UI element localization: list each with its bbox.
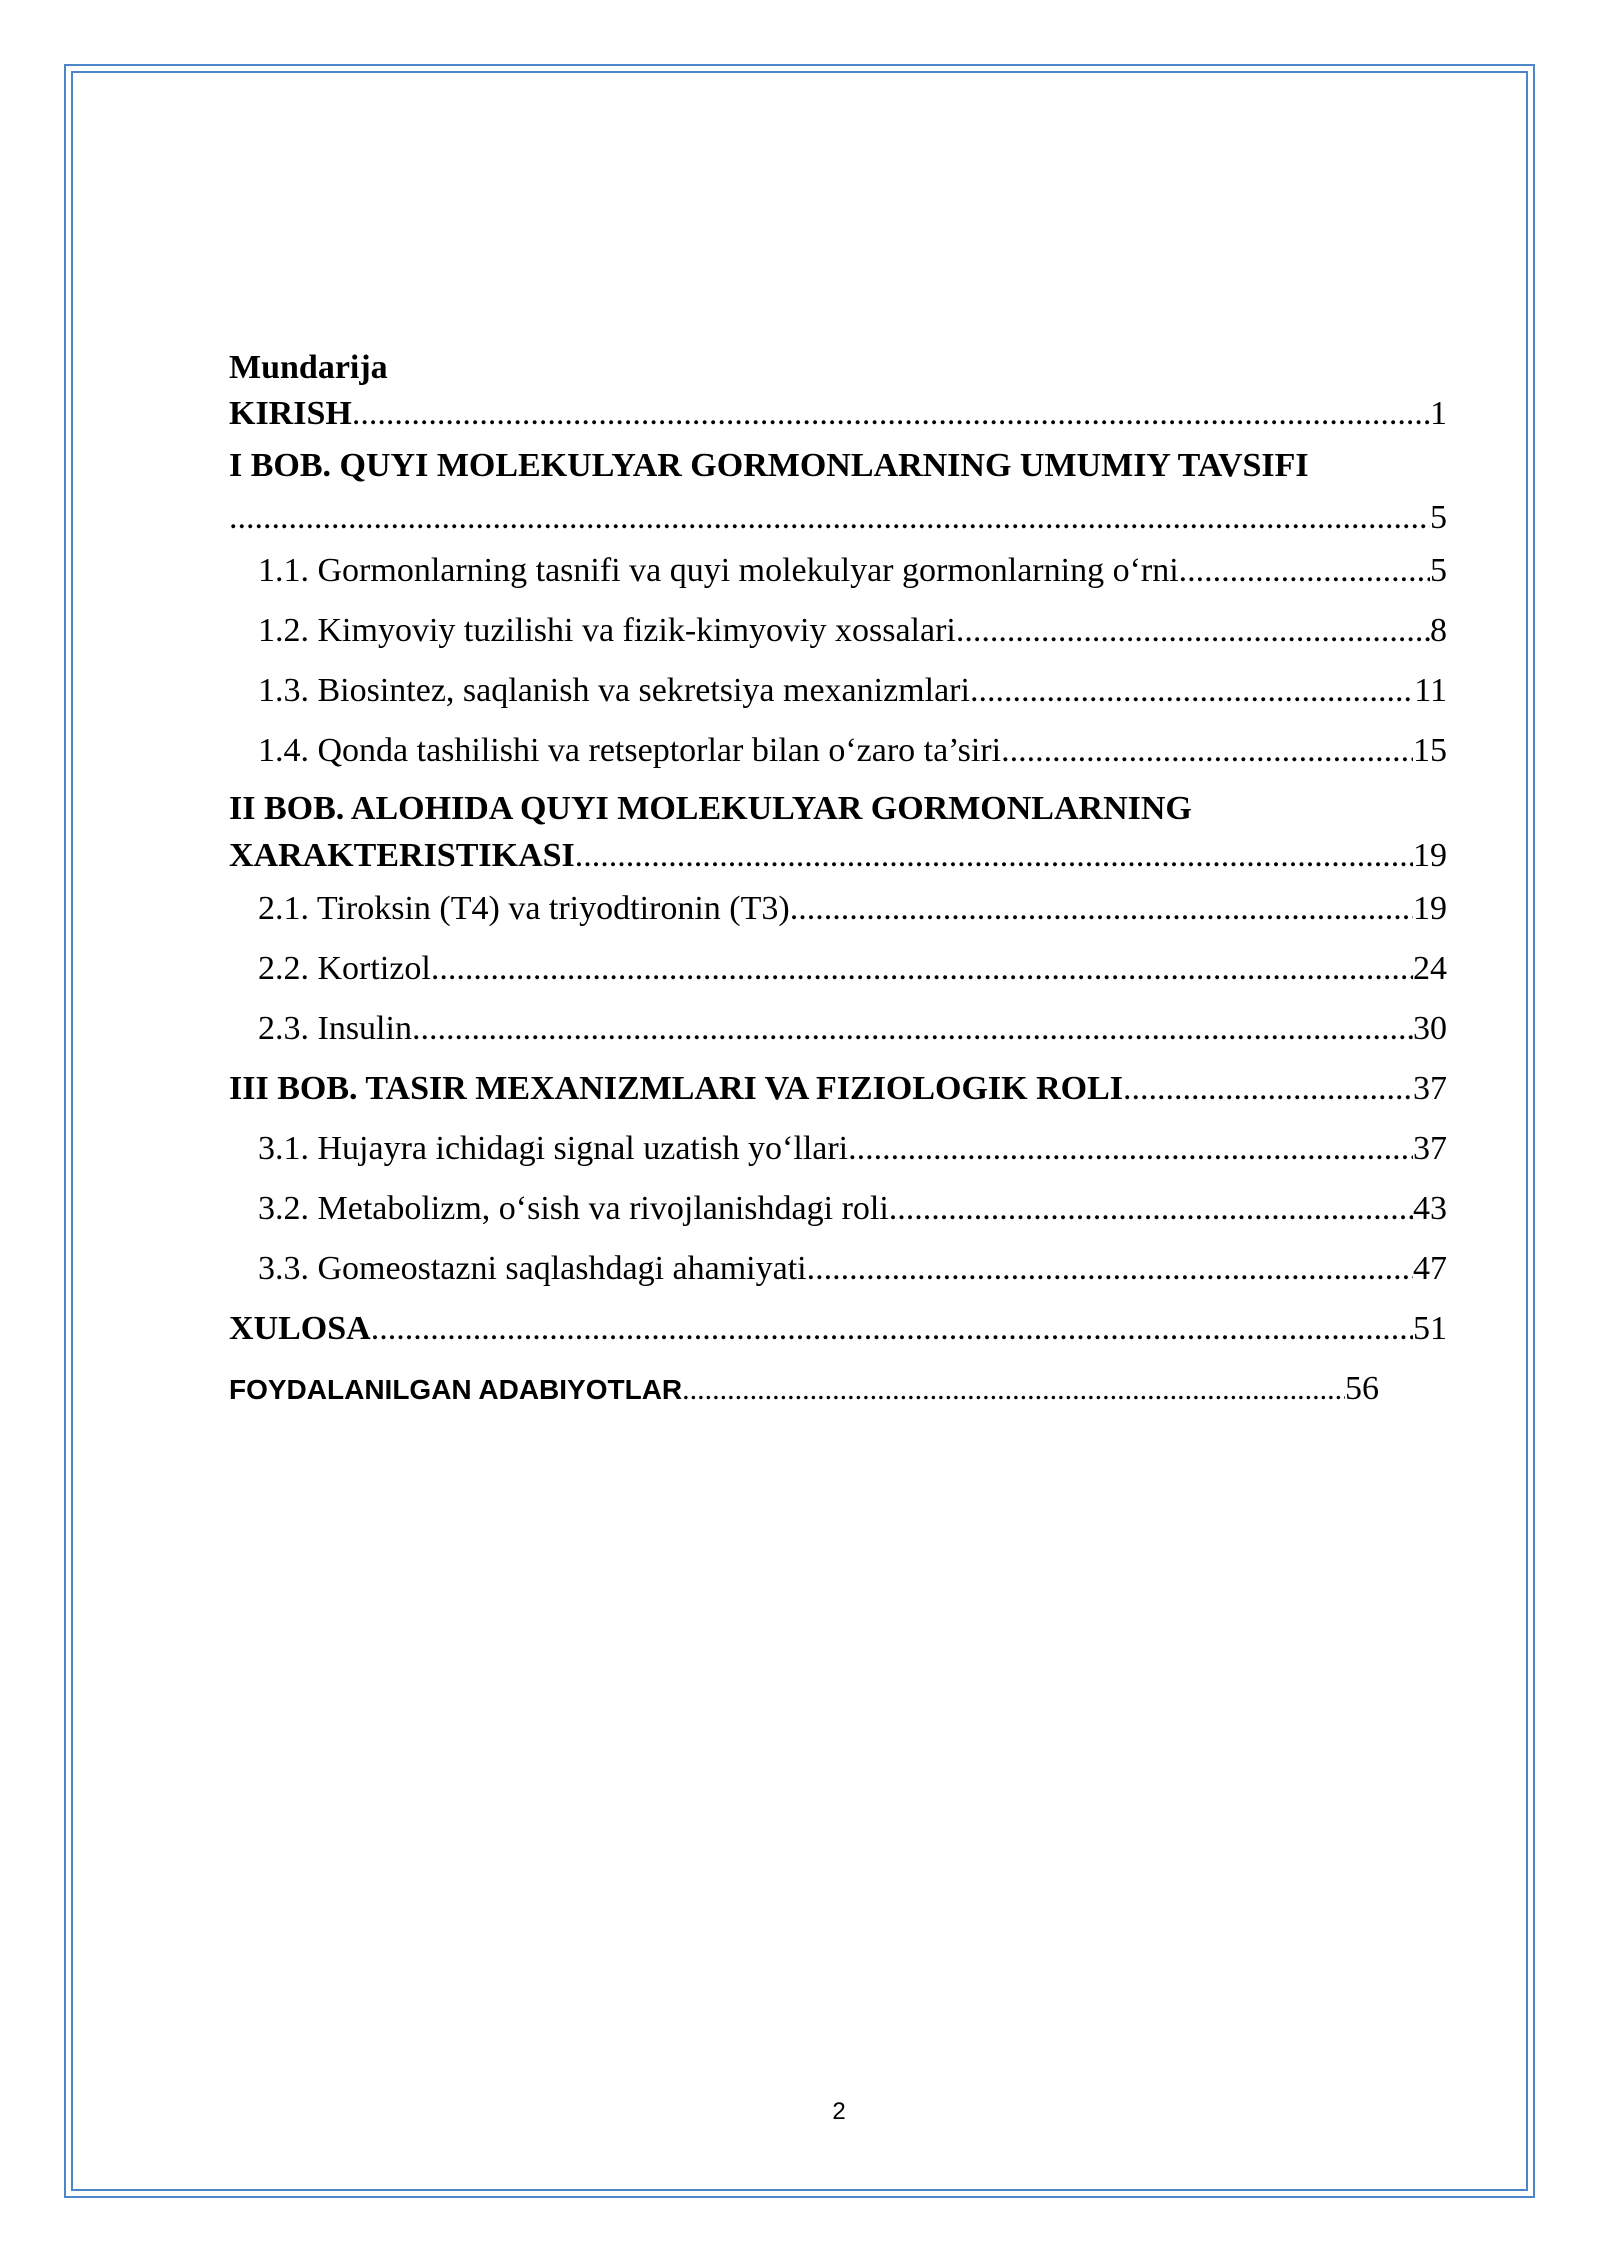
toc-entry-page: 37 — [1413, 1070, 1447, 1107]
toc-entry-kirish[interactable] — [229, 391, 1447, 437]
toc-entry-chapter-1[interactable] — [229, 437, 1447, 495]
dot-leader — [431, 939, 1413, 999]
toc-entry-page: 43 — [1413, 1190, 1447, 1227]
toc-entry-page: 47 — [1413, 1250, 1447, 1287]
toc-entry-label: 1.4. Qonda tashilishi va retseptorlar bilan o‘zaro ta’siri — [258, 732, 1002, 769]
toc-entry-references[interactable] — [229, 1359, 1379, 1419]
dot-leader — [807, 1239, 1413, 1299]
toc-entry-page: 8 — [1430, 612, 1447, 649]
toc-entry-page: 51 — [1413, 1310, 1447, 1347]
dot-leader — [682, 1360, 1345, 1419]
toc-entry-chapter-2-cont[interactable] — [229, 833, 1447, 879]
toc-entry-label: 2.1. Tiroksin (T4) va triyodtironin (T3) — [258, 890, 790, 927]
toc-entry-label: 1.3. Biosintez, saqlanish va sekretsiya mexanizmlari — [258, 672, 970, 709]
toc-entry-page: 19 — [1413, 890, 1447, 927]
toc-entry-2-2[interactable] — [229, 939, 1447, 999]
toc-entry-label: 3.2. Metabolizm, o‘sish va rivojlanishdagi roli — [258, 1190, 889, 1227]
toc-entry-label: 1.2. Kimyoviy tuzilishi va fizik-kimyoviy xossalari — [258, 612, 956, 649]
toc-entry-1-2[interactable] — [229, 601, 1447, 661]
dot-leader — [371, 1299, 1413, 1359]
toc-entry-page: 1 — [1430, 395, 1447, 432]
toc-title: Mundarija — [229, 349, 388, 386]
toc-entry-label: 2.2. Kortizol — [258, 950, 431, 987]
page-number: 2 — [832, 2098, 846, 2125]
toc-entry-page: 5 — [1430, 552, 1447, 589]
toc-entry-label: 3.3. Gomeostazni saqlashdagi ahamiyati — [258, 1250, 807, 1287]
dot-leader — [229, 495, 1430, 541]
dot-leader — [848, 1119, 1413, 1179]
toc-entry-label: III BOB. TASIR MEXANIZMLARI VA FIZIOLOGIK ROLI — [229, 1070, 1123, 1107]
toc-entry-label: FOYDALANILGAN ADABIYOTLAR — [229, 1374, 683, 1405]
dot-leader — [970, 661, 1414, 721]
toc-entry-1-1[interactable] — [229, 541, 1447, 601]
toc-entry-page: 37 — [1413, 1130, 1447, 1167]
toc-entry-page: 5 — [1430, 499, 1447, 536]
toc-entry-chapter-3[interactable] — [229, 1059, 1447, 1119]
toc-entry-3-3[interactable] — [229, 1239, 1447, 1299]
dot-leader — [352, 391, 1430, 437]
toc-entry-chapter-2[interactable] — [229, 785, 1447, 833]
dot-leader — [575, 833, 1413, 879]
toc-entry-2-1[interactable] — [229, 879, 1447, 939]
toc-entry-label: KIRISH — [229, 395, 352, 432]
toc-entry-label: XULOSA — [229, 1310, 371, 1347]
dot-leader — [1123, 1059, 1413, 1119]
toc-entry-page: 15 — [1413, 732, 1447, 769]
toc-chapter-label: I BOB. QUYI MOLEKULYAR GORMONLARNING UMUMIY TAVSIFI — [229, 447, 1309, 484]
dot-leader — [412, 999, 1413, 1059]
toc-entry-1-3[interactable] — [229, 661, 1447, 721]
toc-entry-page: 30 — [1413, 1010, 1447, 1047]
dot-leader — [1179, 541, 1430, 601]
dot-leader — [1001, 721, 1413, 781]
toc-entry-page: 11 — [1414, 672, 1447, 709]
toc-entry-2-3[interactable] — [229, 999, 1447, 1059]
toc-entry-xulosa[interactable] — [229, 1299, 1447, 1359]
toc-entry-label: XARAKTERISTIKASI — [229, 837, 575, 874]
toc-entry-label: 2.3. Insulin — [258, 1010, 412, 1047]
toc-entry-3-1[interactable] — [229, 1119, 1447, 1179]
toc-entry-label: 3.1. Hujayra ichidagi signal uzatish yo‘llari — [258, 1130, 849, 1167]
toc-entry-1-4[interactable] — [229, 721, 1447, 781]
toc-entry-chapter-1-leader — [229, 495, 1447, 541]
dot-leader — [790, 879, 1413, 939]
toc-chapter-label: II BOB. ALOHIDA QUYI MOLEKULYAR GORMONLARNING — [229, 790, 1192, 827]
dot-leader — [889, 1179, 1413, 1239]
toc-entry-page: 56 — [1345, 1370, 1379, 1407]
dot-leader — [956, 601, 1430, 661]
toc-entry-page: 19 — [1413, 837, 1447, 874]
table-of-contents — [229, 345, 1447, 1419]
toc-entry-page: 24 — [1413, 950, 1447, 987]
toc-entry-3-2[interactable] — [229, 1179, 1447, 1239]
toc-entry-label: 1.1. Gormonlarning tasnifi va quyi molekulyar gormonlarning o‘rni — [258, 552, 1179, 589]
